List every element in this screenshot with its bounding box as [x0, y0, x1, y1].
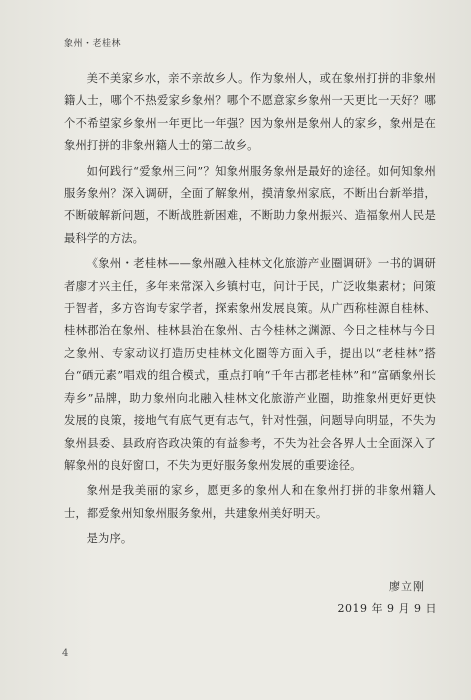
body-text	[64, 68, 436, 554]
author-signature: 廖立刚	[389, 580, 425, 593]
paragraph-1: 美不美家乡水，亲不亲故乡人。作为象州人，或在象州打拼的非象州籍人士，哪个不热爱家乡象州？哪个不愿意家乡象州一天更比一天好？哪个不希望家乡象州一年更比一年强？因为象州是象州人的家乡，象州是在象州打拼的非象州籍人士的第二故乡。	[64, 72, 436, 153]
paragraph-2: 如何践行“爱象州三问”？知象州服务象州是最好的途径。如何知象州服务象州？深入调研，全面了解象州，摸清象州家底，不断出台新举措，不断破解新问题，不断战胜新困难，不断助力象州振兴、造福象州人民是最科学的方法。	[64, 164, 436, 245]
paragraph-4: 象州是我美丽的家乡，愿更多的象州人和在象州打拼的非象州籍人士，都爱象州知象州服务象州，共建象州美好明天。	[64, 484, 436, 520]
page-number: 4	[62, 648, 69, 659]
signature-date: 2019 年 9 月 9 日	[337, 602, 437, 615]
running-head: 象州・老桂林	[64, 39, 122, 49]
paragraph-5: 是为序。	[86, 532, 133, 546]
paragraph-3: 《象州・老桂林——象州融入桂林文化旅游产业圈调研》一书的调研者廖才兴主任，多年来常深入乡镇村屯，问计于民，广泛收集素材；问策于智者，多方咨询专家学者，探索象州发展良策。从广西称桂源自桂林、桂林郡治在象州、桂林县治在象州、古今桂林之渊源、今日之桂林与今日之象州、专家动议打造历史桂林文化圈等方面入手，提出以“老桂林”搭台“硒元素”唱戏的组合模式，重点打响“千年古郡老桂林”和“富硒象州长寿乡”品牌，助力象州向北融入桂林文化旅游产业圈，助推象州更好更快发展的良策，接地气有底气更有志气，针对性强，问题导向明显，不失为象州县委、县政府咨政决策的有益参考，不失为社会各界人士全面深入了解象州的良好窗口，不失为更好服务象州发展的重要途径。	[64, 257, 436, 472]
